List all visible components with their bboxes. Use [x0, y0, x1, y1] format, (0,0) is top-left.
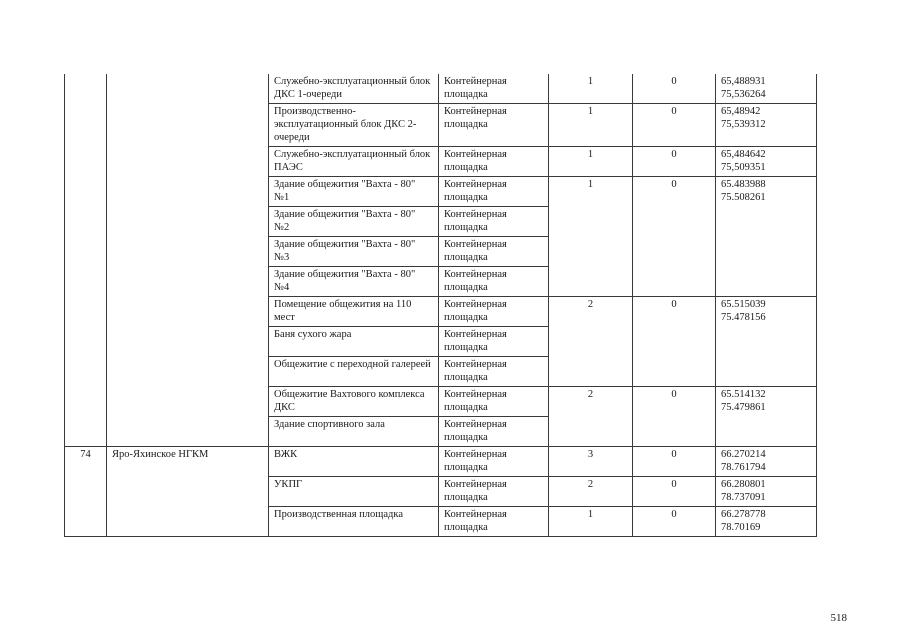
container-count-cell: 1: [549, 147, 633, 177]
planned-count-cell: 0: [633, 297, 716, 387]
site-type-cell: Контейнерная площадка: [439, 447, 549, 477]
container-count-cell: 1: [549, 104, 633, 147]
site-type-cell: Контейнерная площадка: [439, 104, 549, 147]
planned-count-cell: 0: [633, 447, 716, 477]
planned-count-cell: 0: [633, 177, 716, 297]
table-row: [65, 447, 817, 477]
object-name-cell: Здание общежития "Вахта - 80" №4: [269, 267, 439, 297]
planned-count-cell: 0: [633, 147, 716, 177]
site-type-cell: Контейнерная площадка: [439, 417, 549, 447]
longitude: 78.737091: [721, 492, 766, 503]
longitude: 75,539312: [721, 119, 766, 130]
coordinates-cell: [716, 177, 817, 297]
site-type-cell: Контейнерная площадка: [439, 237, 549, 267]
site-type-cell: Контейнерная площадка: [439, 387, 549, 417]
container-count-cell: 2: [549, 387, 633, 447]
longitude: 78.70169: [721, 522, 761, 533]
coordinates-cell: [716, 297, 817, 387]
site-type-cell: Контейнерная площадка: [439, 477, 549, 507]
object-name-cell: Баня сухого жара: [269, 327, 439, 357]
coordinates-cell: [716, 507, 817, 537]
object-name-cell: Служебно-эксплуатационный блок ПАЭС: [269, 147, 439, 177]
object-name-cell: Здание спортивного зала: [269, 417, 439, 447]
container-count-cell: 1: [549, 74, 633, 104]
object-name-cell: Здание общежития "Вахта - 80" №2: [269, 207, 439, 237]
longitude: 75,536264: [721, 89, 766, 100]
facilities-table: [64, 74, 817, 537]
site-type-cell: Контейнерная площадка: [439, 207, 549, 237]
site-type-cell: Контейнерная площадка: [439, 327, 549, 357]
object-name-cell: Общежитие Вахтового комплекса ДКС: [269, 387, 439, 417]
planned-count-cell: 0: [633, 104, 716, 147]
container-count-cell: 1: [549, 507, 633, 537]
object-name-cell: Производственная площадка: [269, 507, 439, 537]
planned-count-cell: 0: [633, 477, 716, 507]
site-type-cell: Контейнерная площадка: [439, 507, 549, 537]
container-count-cell: 3: [549, 447, 633, 477]
latitude: 66.270214: [721, 449, 766, 460]
latitude: 65,48942: [721, 106, 761, 117]
latitude: 65.483988: [721, 179, 766, 190]
longitude: 75.508261: [721, 192, 766, 203]
coordinates-cell: [716, 387, 817, 447]
coordinates-cell: [716, 477, 817, 507]
latitude: 65,484642: [721, 149, 766, 160]
site-type-cell: Контейнерная площадка: [439, 297, 549, 327]
longitude: 75.479861: [721, 402, 766, 413]
latitude: 66.280801: [721, 479, 766, 490]
row-number-cell: 74: [65, 447, 107, 537]
coordinates-cell: [716, 74, 817, 104]
site-type-cell: Контейнерная площадка: [439, 357, 549, 387]
site-type-cell: Контейнерная площадка: [439, 177, 549, 207]
object-name-cell: УКПГ: [269, 477, 439, 507]
field-name-cell: [107, 74, 269, 447]
planned-count-cell: 0: [633, 507, 716, 537]
site-type-cell: Контейнерная площадка: [439, 147, 549, 177]
field-name-cell: Яро-Яхинское НГКМ: [107, 447, 269, 537]
latitude: 65.514132: [721, 389, 766, 400]
planned-count-cell: 0: [633, 387, 716, 447]
coordinates-cell: [716, 447, 817, 477]
longitude: 78.761794: [721, 462, 766, 473]
row-number-cell: [65, 74, 107, 447]
table-row: [65, 74, 817, 104]
site-type-cell: Контейнерная площадка: [439, 74, 549, 104]
object-name-cell: Общежитие с переходной галереей: [269, 357, 439, 387]
object-name-cell: Помещение общежития на 110 мест: [269, 297, 439, 327]
latitude: 66.278778: [721, 509, 766, 520]
facilities-table-container: [64, 74, 816, 537]
coordinates-cell: [716, 147, 817, 177]
object-name-cell: Здание общежития "Вахта - 80" №1: [269, 177, 439, 207]
object-name-cell: Служебно-эксплуатационный блок ДКС 1-очереди: [269, 74, 439, 104]
object-name-cell: Производственно-эксплуатационный блок ДКС 2-очереди: [269, 104, 439, 147]
latitude: 65,488931: [721, 76, 766, 87]
page-number: 518: [830, 612, 847, 624]
longitude: 75.478156: [721, 312, 766, 323]
longitude: 75,509351: [721, 162, 766, 173]
container-count-cell: 2: [549, 297, 633, 387]
site-type-cell: Контейнерная площадка: [439, 267, 549, 297]
planned-count-cell: 0: [633, 74, 716, 104]
container-count-cell: 2: [549, 477, 633, 507]
latitude: 65.515039: [721, 299, 766, 310]
object-name-cell: Здание общежития "Вахта - 80" №3: [269, 237, 439, 267]
container-count-cell: 1: [549, 177, 633, 297]
object-name-cell: ВЖК: [269, 447, 439, 477]
coordinates-cell: [716, 104, 817, 147]
